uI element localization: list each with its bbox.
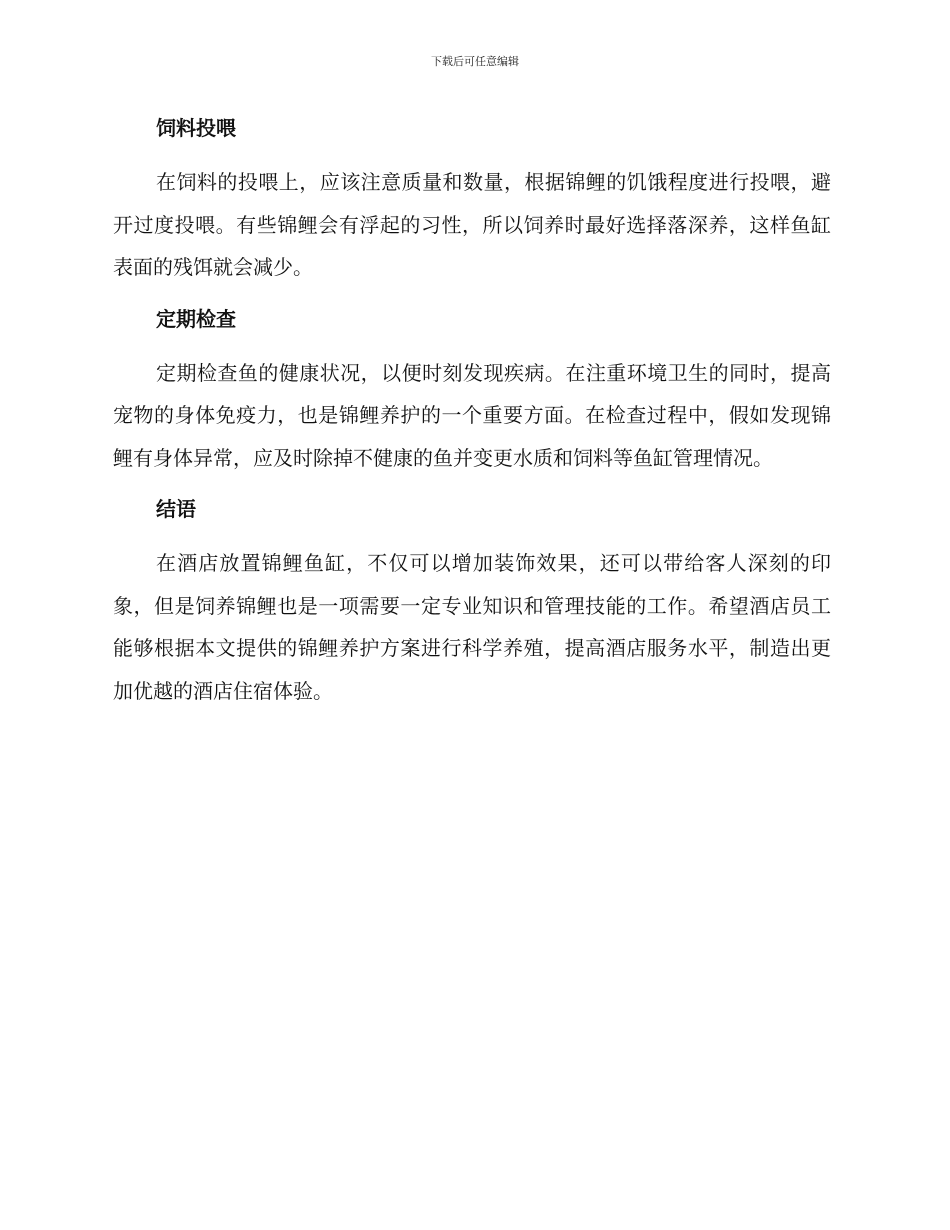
section-conclusion [113,489,831,712]
section-paragraph: 定期检查鱼的健康状况，以便时刻发现疾病。在注重环境卫生的同时，提高宠物的身体免疫力，也是锦鲤养护的一个重要方面。在检查过程中，假如发现锦鲤有身体异常，应及时除掉不健康的鱼并变更水质和饲料等鱼缸管理情况。 [113,360,831,470]
section-feeding [113,108,831,289]
section-heading: 定期检查 [156,306,236,331]
section-heading: 结语 [156,497,196,521]
section-paragraph: 在酒店放置锦鲤鱼缸，不仅可以增加装饰效果，还可以带给客人深刻的印象，但是饲养锦鲤也是一项需要一定专业知识和管理技能的工作。希望酒店员工能够根据本文提供的锦鲤养护方案进行科学养殖，提高酒店服务水平，制造出更加优越的酒店住宿体验。 [113,551,831,703]
section-inspection [113,299,831,480]
page-header: 下载后可任意编辑 [431,55,519,68]
document-body [113,108,831,712]
section-paragraph: 在饲料的投喂上，应该注意质量和数量，根据锦鲤的饥饿程度进行投喂，避开过度投喂。有些锦鲤会有浮起的习性，所以饲养时最好选择落深养，这样鱼缸表面的残饵就会减少。 [113,170,831,279]
section-heading: 饲料投喂 [156,116,236,140]
